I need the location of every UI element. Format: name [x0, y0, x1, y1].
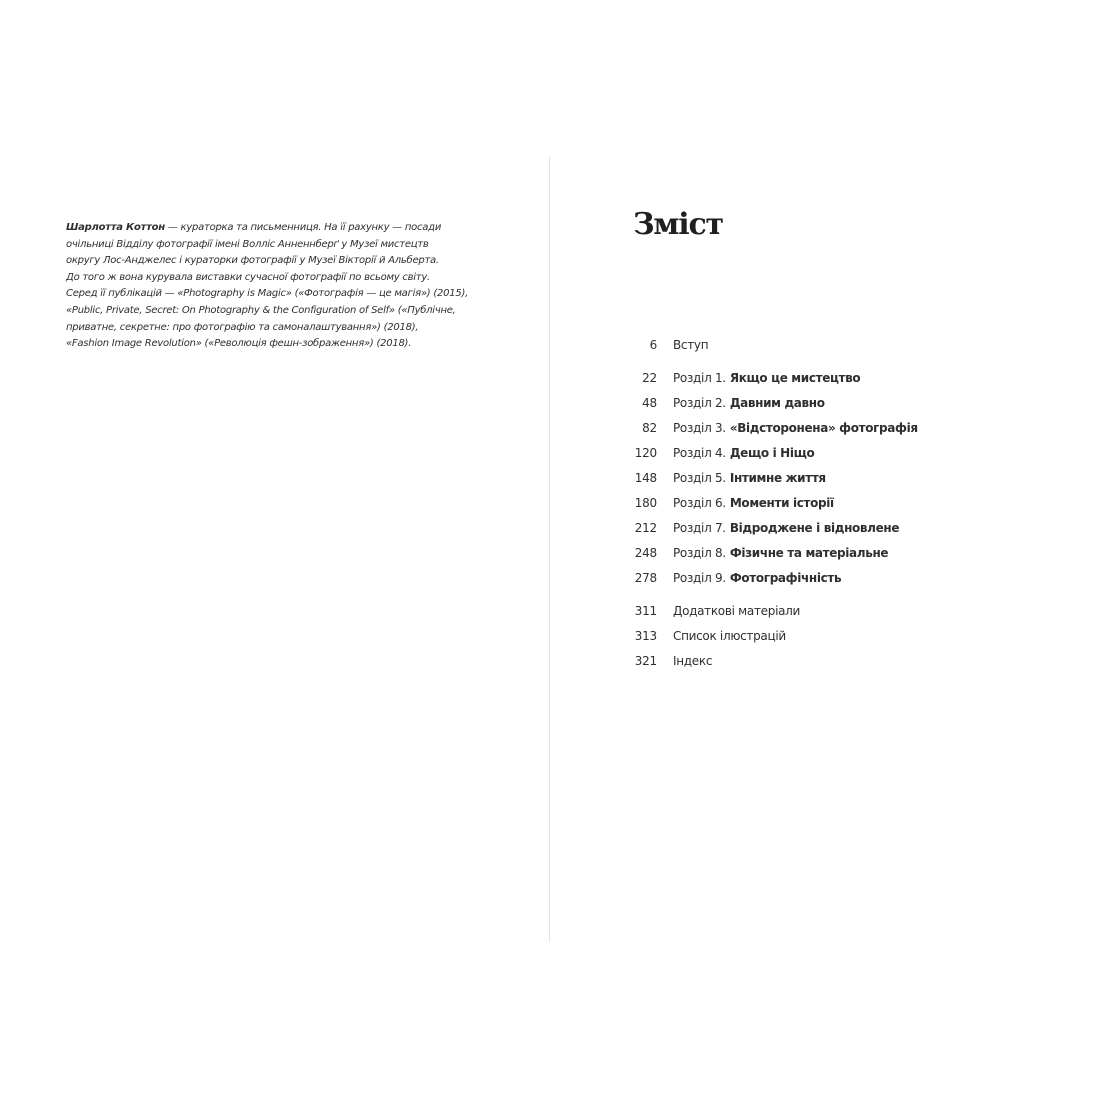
toc-entry-chapter-7[interactable]	[600, 518, 899, 538]
toc-entry-chapter-8[interactable]	[600, 543, 888, 563]
toc-chapter-title: Відроджене і відновлене	[729, 521, 900, 535]
toc-entry-label: Список ілюстрацій	[673, 629, 786, 643]
toc-chapter-title: Моменти історії	[729, 496, 834, 510]
bio-line: Серед її публікацій — «Photography is Magic» («Фотографія — це магія») (2015),	[66, 288, 469, 300]
toc-chapter-title: Інтимне життя	[729, 471, 826, 485]
toc-chapter-title: Фотографічність	[729, 571, 842, 585]
toc-chapter-prefix: Розділ 8.	[673, 546, 726, 560]
page-divider	[549, 157, 550, 942]
toc-entry-label: Додаткові матеріали	[673, 604, 801, 618]
toc-chapter-title: Фізичне та матеріальне	[729, 546, 889, 560]
toc-page-number: 22	[642, 371, 657, 385]
toc-page-number: 321	[634, 654, 657, 668]
bio-line: округу Лос-Анджелес і кураторки фотографії у Музеї Вікторії й Альберта.	[66, 255, 439, 267]
toc-chapter-title: Дещо і Ніщо	[729, 446, 815, 460]
toc-entry-chapter-9[interactable]	[600, 568, 841, 588]
bio-line: «Public, Private, Secret: On Photography & the Configuration of Self» («Публічне,	[66, 304, 456, 316]
toc-page-number: 6	[649, 338, 657, 352]
toc-page-number: 278	[634, 571, 657, 585]
toc-chapter-prefix: Розділ 2.	[673, 396, 726, 410]
toc-entry-chapter-5[interactable]	[600, 468, 826, 488]
toc-chapter-title: Давним давно	[729, 396, 825, 410]
toc-chapter-prefix: Розділ 6.	[673, 496, 726, 510]
bio-line: очільниці Відділу фотографії імені Волліс Анненнберґ у Музеї мистецтв	[66, 238, 429, 250]
toc-entry-label: Індекс	[673, 654, 713, 668]
toc-page-number: 148	[634, 471, 657, 485]
author-bio	[66, 220, 469, 353]
toc-chapter-prefix: Розділ 7.	[673, 521, 726, 535]
toc-entry-chapter-4[interactable]	[600, 443, 814, 463]
toc-page-number: 313	[634, 629, 657, 643]
toc-entry-intro[interactable]	[600, 335, 708, 355]
toc-chapter-prefix: Розділ 5.	[673, 471, 726, 485]
toc-page-number: 48	[642, 396, 657, 410]
toc-page-number: 180	[634, 496, 657, 510]
bio-text: — кураторка та письменниця. На її рахунку — посади	[164, 222, 442, 233]
toc-chapter-prefix: Розділ 9.	[673, 571, 726, 585]
toc-page-number: 311	[634, 604, 657, 618]
bio-line: приватне, секретне: про фотографію та самоналаштування») (2018),	[66, 321, 419, 333]
toc-entry-chapter-1[interactable]	[600, 368, 860, 388]
bio-line: До того ж вона курувала виставки сучасної фотографії по всьому світу.	[66, 271, 430, 283]
toc-entry-chapter-2[interactable]	[600, 393, 825, 413]
bio-line	[66, 220, 466, 237]
toc-title: Зміст	[633, 207, 723, 242]
toc-page-number: 120	[634, 446, 657, 460]
toc-page-number: 212	[634, 521, 657, 535]
toc-chapter-prefix: Розділ 3.	[673, 421, 726, 435]
author-name: Шарлотта Коттон	[66, 222, 165, 233]
toc-entry-illustrations-list[interactable]	[600, 626, 786, 646]
toc-page-number: 248	[634, 546, 657, 560]
toc-entry-additional-materials[interactable]	[600, 601, 800, 621]
bio-line: «Fashion Image Revolution» («Революція фешн-зображення») (2018).	[66, 338, 412, 350]
toc-chapter-title: «Відсторонена» фотографія	[729, 421, 918, 435]
toc-entry-chapter-3[interactable]	[600, 418, 918, 438]
toc-entry-index[interactable]	[600, 651, 712, 671]
toc-chapter-prefix: Розділ 1.	[673, 371, 726, 385]
toc-chapter-prefix: Розділ 4.	[673, 446, 726, 460]
toc-entry-label: Вступ	[673, 338, 709, 352]
toc-page-number: 82	[642, 421, 657, 435]
toc-chapter-title: Якщо це мистецтво	[729, 371, 861, 385]
toc-entry-chapter-6[interactable]	[600, 493, 834, 513]
